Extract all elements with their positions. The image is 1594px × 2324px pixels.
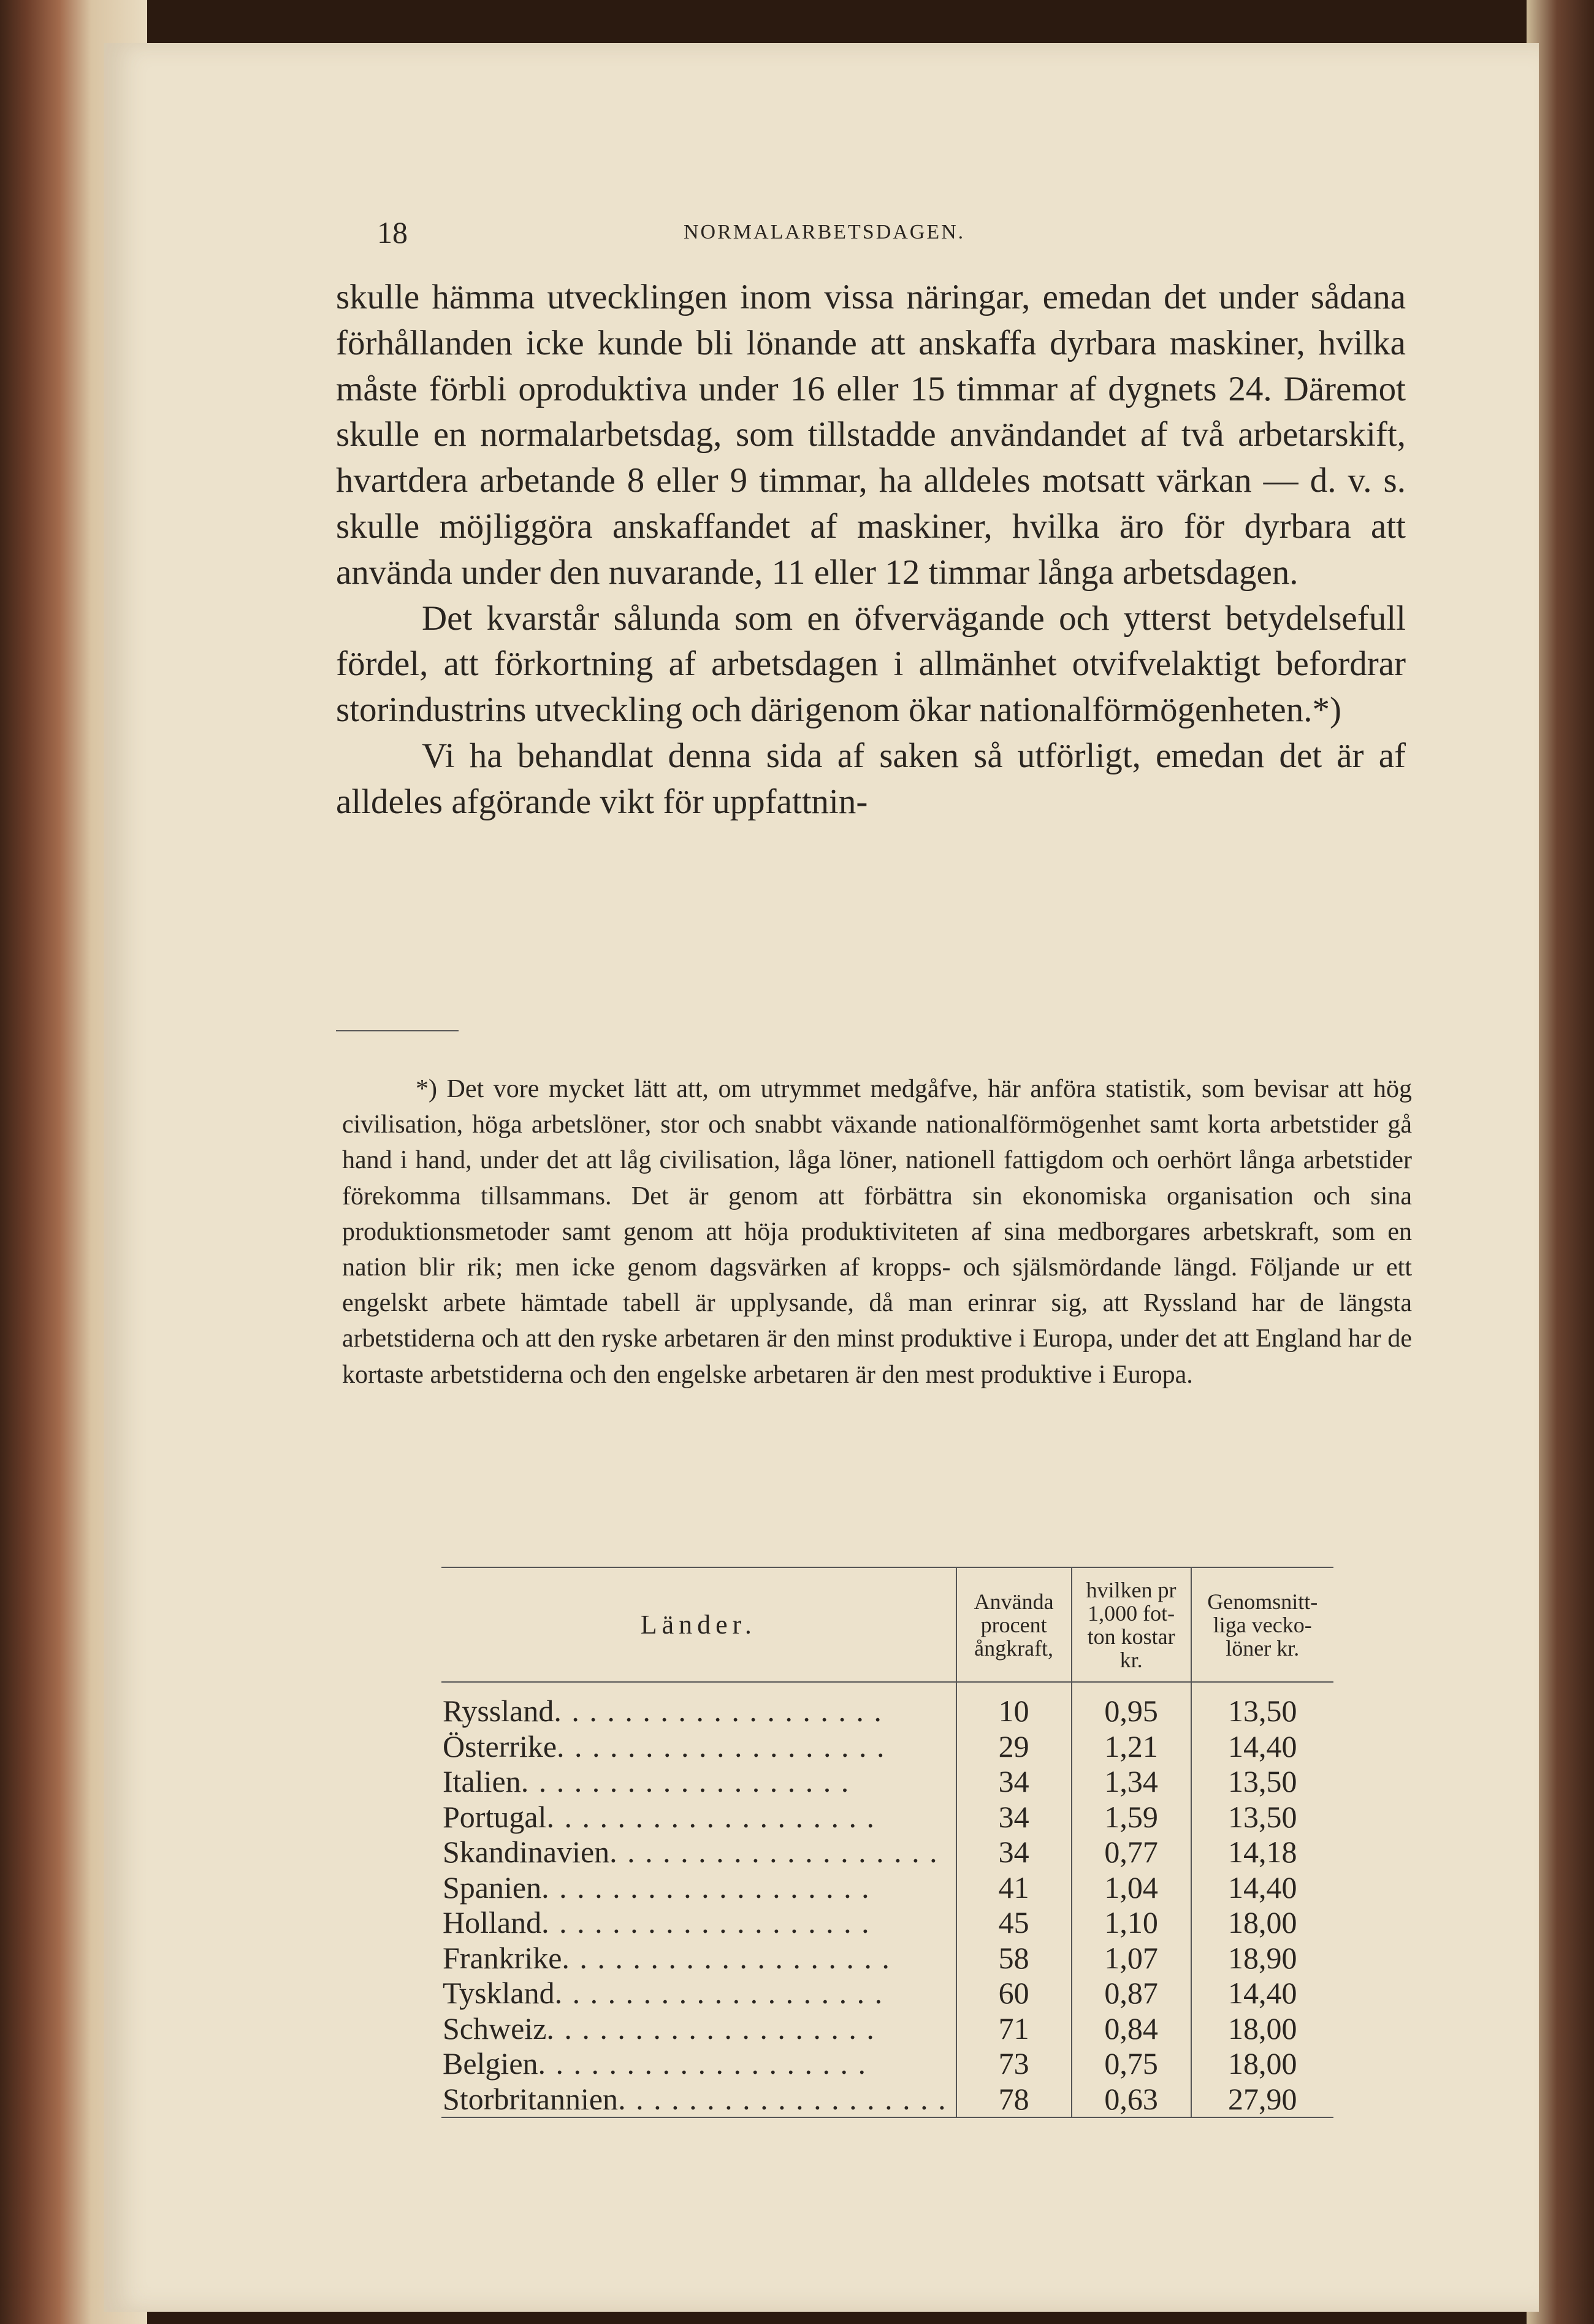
- table-row: [441, 1800, 1333, 1835]
- leader-dots: . . . . . . . . . . . . . . . . . . .: [554, 1694, 883, 1728]
- country-cell: [441, 2011, 956, 2047]
- weekly-wage-cell: 18,00: [1191, 1905, 1333, 1941]
- body-text: [336, 275, 1406, 825]
- table-row: [441, 1682, 1333, 1729]
- weekly-wage-cell: 14,40: [1191, 1976, 1333, 2011]
- steam-percent-cell: 78: [956, 2082, 1072, 2118]
- weekly-wage-cell: 27,90: [1191, 2082, 1333, 2118]
- country-cell: [441, 2082, 956, 2118]
- footnote: *) Det vore mycket lätt att, om utrymmet medgåfve, här anföra statistik, som bevisar att hög civilisation, höga arbetslöner, stor och snabbt växande nationalförmögenhet samt korta arbetstider gå hand i hand, under det att låg civilisation, låga löner, nationell fattigdom och oerhört långa arbetstider förekomma tillsammans. Det är genom att förbättra sin ekonomiska organisation och sina produktionsmetoder samt genom att höja produktiviteten af sina medborgares arbetskraft, som en nation blir rik; men icke genom dagsvärken af kropps- och själsmördande längd. Följande ur ett engelskt arbete hämtade tabell är upplysande, då man erinrar sig, att Ryssland har de längsta arbetstiderna och att den ryske arbetaren är den minst produktive i Europa, under det att England har de kortaste arbetstiderna och den engelske arbetaren är den mest produktive i Europa.: [342, 1075, 1412, 1389]
- table-row: [441, 2082, 1333, 2118]
- cost-cell: 0,87: [1072, 1976, 1191, 2011]
- steam-percent-cell: 10: [956, 1682, 1072, 1729]
- leader-dots: . . . . . . . . . . . . . . . . . . .: [557, 1729, 886, 1764]
- header-cost: hvilken pr 1,000 fot-ton kostar kr.: [1072, 1567, 1191, 1682]
- steam-percent-cell: 45: [956, 1905, 1072, 1941]
- steam-percent-cell: 60: [956, 1976, 1072, 2011]
- leader-dots: . . . . . . . . . . . . . . . . . . .: [562, 1940, 891, 1975]
- country-name: Portugal: [443, 1799, 547, 1834]
- table-row: [441, 1941, 1333, 1976]
- weekly-wage-cell: 14,18: [1191, 1835, 1333, 1870]
- country-cell: [441, 2046, 956, 2082]
- weekly-wage-cell: 13,50: [1191, 1800, 1333, 1835]
- weekly-wage-cell: 13,50: [1191, 1682, 1333, 1729]
- table-header-row: [441, 1567, 1333, 1682]
- steam-percent-cell: 34: [956, 1800, 1072, 1835]
- leader-dots: . . . . . . . . . . . . . . . . . . .: [541, 1905, 871, 1940]
- table-row: [441, 1729, 1333, 1765]
- weekly-wage-cell: 14,40: [1191, 1870, 1333, 1906]
- statistics-table: [441, 1567, 1333, 2118]
- country-cell: [441, 1682, 956, 1729]
- weekly-wage-cell: 18,90: [1191, 1941, 1333, 1976]
- steam-percent-cell: 71: [956, 2011, 1072, 2047]
- paragraph-2: Det kvarstår sålunda som en öfvervägande och ytterst betydelsefull fördel, att förkortning af arbetsdagen i allmänhet otvifvelaktigt befordrar storindustrins utveckling och därigenom ökar nationalförmögenheten.*): [336, 598, 1406, 730]
- weekly-wage-cell: 13,50: [1191, 1764, 1333, 1800]
- table-row: [441, 2011, 1333, 2047]
- header-steam-percent: Använda procent ångkraft,: [956, 1567, 1072, 1682]
- table-row: [441, 1870, 1333, 1906]
- cost-cell: 0,77: [1072, 1835, 1191, 1870]
- country-name: Skandinavien: [443, 1835, 610, 1869]
- country-name: Belgien: [443, 2046, 538, 2081]
- leader-dots: . . . . . . . . . . . . . . . . . . .: [521, 1764, 850, 1798]
- table-row: [441, 1764, 1333, 1800]
- leader-dots: . . . . . . . . . . . . . . . . . . .: [554, 1976, 884, 2010]
- leader-dots: . . . . . . . . . . . . . . . . . . .: [609, 1835, 939, 1869]
- country-name: Storbritannien: [443, 2081, 619, 2116]
- table-row: [441, 1905, 1333, 1941]
- country-name: Holland: [443, 1905, 542, 1940]
- weekly-wage-cell: 14,40: [1191, 1729, 1333, 1765]
- running-head: NORMALARBETSDAGEN.: [684, 221, 966, 243]
- cost-cell: 1,59: [1072, 1800, 1191, 1835]
- header-countries: Länder.: [441, 1567, 956, 1682]
- cost-cell: 0,63: [1072, 2082, 1191, 2118]
- country-cell: [441, 1976, 956, 2011]
- cost-cell: 0,84: [1072, 2011, 1191, 2047]
- cost-cell: 1,21: [1072, 1729, 1191, 1765]
- page-header: [377, 215, 1419, 251]
- leader-dots: . . . . . . . . . . . . . . . . . . .: [541, 1870, 871, 1905]
- cost-cell: 1,34: [1072, 1764, 1191, 1800]
- cost-cell: 0,75: [1072, 2046, 1191, 2082]
- table-row: [441, 2046, 1333, 2082]
- steam-percent-cell: 34: [956, 1764, 1072, 1800]
- page-number: 18: [377, 215, 408, 250]
- table-row: [441, 1835, 1333, 1870]
- header-weekly-wage: Genomsnitt-liga vecko-löner kr.: [1191, 1567, 1333, 1682]
- country-name: Spanien: [443, 1870, 542, 1905]
- leader-dots: . . . . . . . . . . . . . . . . . . .: [538, 2046, 868, 2081]
- cost-cell: 1,04: [1072, 1870, 1191, 1906]
- table-row: [441, 1976, 1333, 2011]
- cost-cell: 1,07: [1072, 1941, 1191, 1976]
- cost-cell: 1,10: [1072, 1905, 1191, 1941]
- country-name: Ryssland: [443, 1694, 554, 1728]
- steam-percent-cell: 41: [956, 1870, 1072, 1906]
- weekly-wage-cell: 18,00: [1191, 2046, 1333, 2082]
- paragraph-3: Vi ha behandlat denna sida af saken så utförligt, emedan det är af alldeles afgörande vikt för uppfattnin-: [336, 736, 1406, 821]
- country-cell: [441, 1800, 956, 1835]
- country-cell: [441, 1870, 956, 1906]
- leader-dots: . . . . . . . . . . . . . . . . . . .: [546, 1799, 875, 1834]
- steam-percent-cell: 58: [956, 1941, 1072, 1976]
- steam-percent-cell: 34: [956, 1835, 1072, 1870]
- country-cell: [441, 1729, 956, 1765]
- weekly-wage-cell: 18,00: [1191, 2011, 1333, 2047]
- country-cell: [441, 1764, 956, 1800]
- country-name: Schweiz: [443, 2011, 547, 2046]
- country-cell: [441, 1905, 956, 1941]
- country-name: Tyskland: [443, 1976, 555, 2010]
- steam-percent-cell: 73: [956, 2046, 1072, 2082]
- paragraph-1: skulle hämma utvecklingen inom vissa näringar, emedan det under sådana förhållanden icke kunde bli lönande att anskaffa dyrbara maskiner, hvilka måste förbli oproduktiva under 16 eller 15 timmar af dygnets 24. Däremot skulle en normalarbetsdag, som tillstadde användandet af två arbetarskift, hvartdera arbetande 8 eller 9 timmar, ha alldeles motsatt värkan — d. v. s. skulle möjliggöra anskaffandet af maskiner, hvilka äro för dyrbara att använda under den nuvarande, 11 eller 12 timmar långa arbetsdagen.: [336, 278, 1406, 592]
- footnote-divider: [336, 1030, 459, 1031]
- country-cell: [441, 1835, 956, 1870]
- country-name: Frankrike: [443, 1940, 562, 1975]
- country-cell: [441, 1941, 956, 1976]
- leader-dots: . . . . . . . . . . . . . . . . . . .: [546, 2011, 875, 2046]
- steam-percent-cell: 29: [956, 1729, 1072, 1765]
- country-name: Österrike: [443, 1729, 557, 1764]
- country-name: Italien: [443, 1764, 521, 1798]
- cost-cell: 0,95: [1072, 1682, 1191, 1729]
- leader-dots: . . . . . . . . . . . . . . . . . . .: [618, 2081, 947, 2116]
